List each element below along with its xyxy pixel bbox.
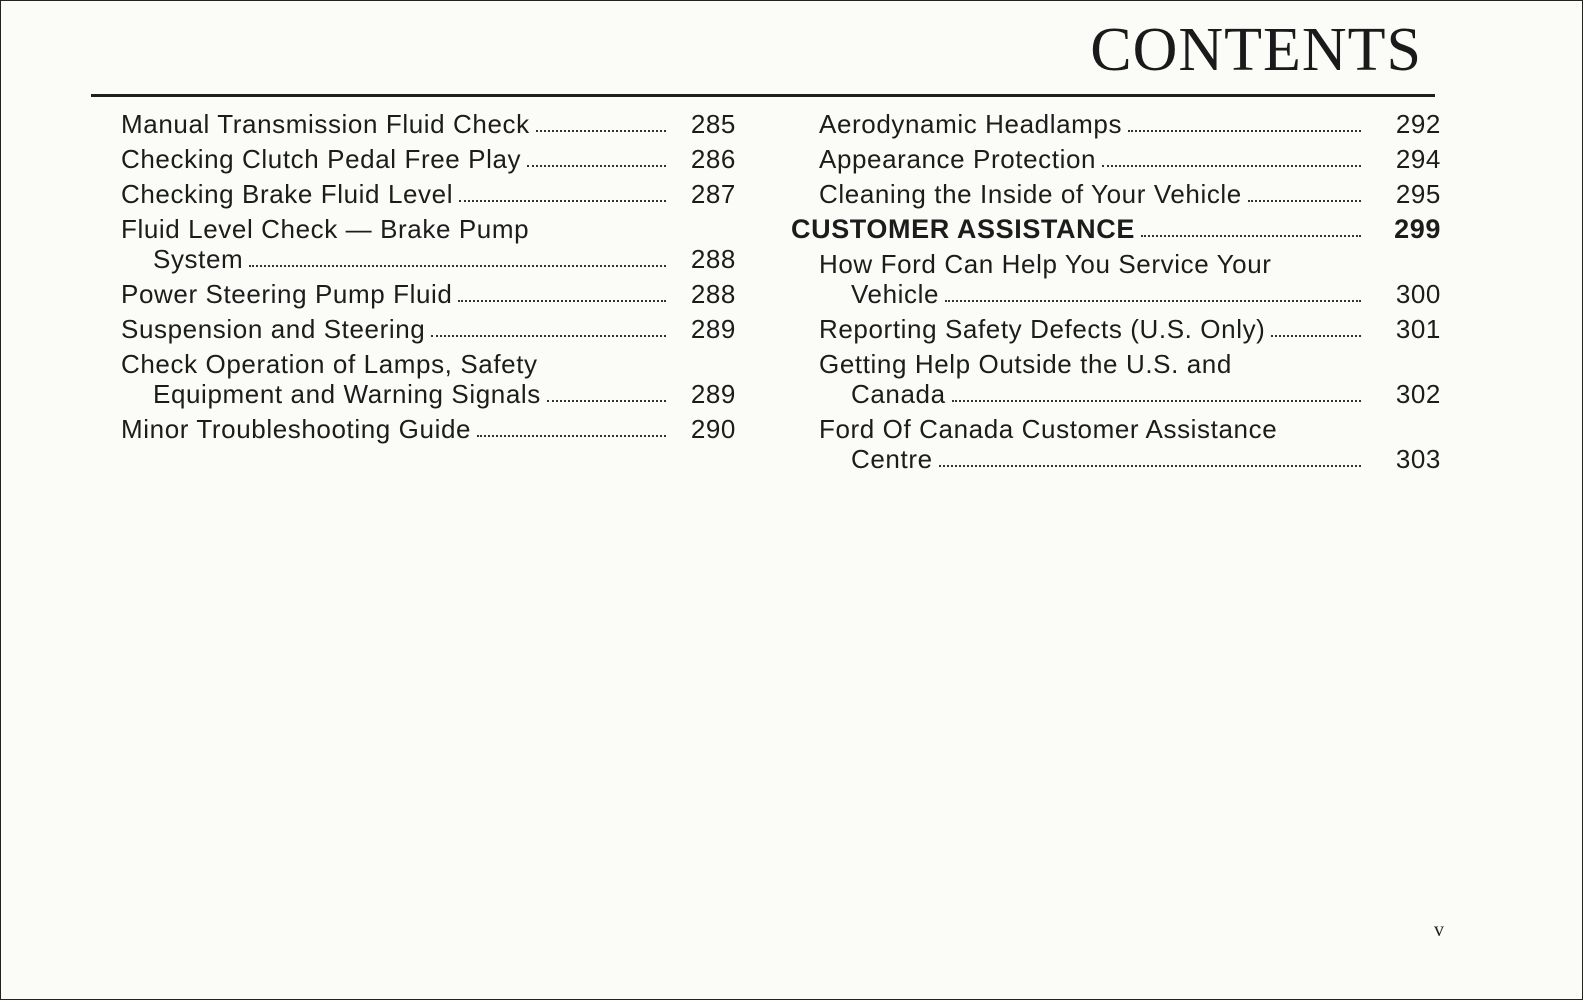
toc-entry-page: 300 xyxy=(1395,279,1441,309)
toc-entry xyxy=(791,109,1441,139)
dot-leader xyxy=(536,130,666,132)
toc-entry-title-cont: Centre xyxy=(851,444,933,474)
dot-leader xyxy=(459,200,666,202)
dot-leader xyxy=(1141,235,1361,237)
toc-entry-page: 289 xyxy=(690,379,736,409)
toc-entry xyxy=(791,144,1441,174)
dot-leader xyxy=(1102,165,1361,167)
toc-entry-page: 299 xyxy=(1394,214,1441,244)
toc-entry-title: Aerodynamic Headlamps xyxy=(819,109,1123,139)
toc-entry xyxy=(791,414,1441,474)
toc-entry-page: 292 xyxy=(1395,109,1441,139)
toc-entry-title-cont: Vehicle xyxy=(851,279,940,309)
toc-entry-title: Fluid Level Check — Brake Pump xyxy=(121,214,530,244)
toc-entry-continuation xyxy=(819,279,1441,309)
toc-entry-page: 288 xyxy=(690,244,736,274)
toc-entry-title: Checking Clutch Pedal Free Play xyxy=(121,144,522,174)
toc-entry xyxy=(791,314,1441,344)
toc-entry-title: Power Steering Pump Fluid xyxy=(121,279,453,309)
toc-entry xyxy=(121,314,736,344)
toc-entry-page: 289 xyxy=(690,314,736,344)
right-column xyxy=(791,109,1441,479)
toc-entry-title-cont: System xyxy=(153,244,244,274)
dot-leader xyxy=(1128,130,1361,132)
toc-entry-title: Check Operation of Lamps, Safety xyxy=(121,349,538,379)
toc-entry-page: 290 xyxy=(690,414,736,444)
left-column xyxy=(121,109,736,449)
toc-entry-page: 286 xyxy=(690,144,736,174)
toc-entry-title: Getting Help Outside the U.S. and xyxy=(819,349,1232,379)
dot-leader xyxy=(939,465,1361,467)
page-number: v xyxy=(1434,919,1444,941)
toc-entry-continuation xyxy=(819,379,1441,409)
dot-leader xyxy=(249,265,666,267)
dot-leader xyxy=(945,300,1361,302)
toc-entry xyxy=(791,349,1441,409)
toc-entry xyxy=(121,414,736,444)
dot-leader xyxy=(477,435,666,437)
dot-leader xyxy=(547,400,666,402)
toc-entry xyxy=(121,144,736,174)
dot-leader xyxy=(952,400,1361,402)
page-title: CONTENTS xyxy=(1090,16,1422,84)
toc-entry-title: Ford Of Canada Customer Assistance xyxy=(819,414,1278,444)
dot-leader xyxy=(1248,200,1361,202)
toc-entry xyxy=(121,279,736,309)
toc-entry xyxy=(121,214,736,274)
dot-leader xyxy=(527,165,666,167)
toc-entry-title-cont: Canada xyxy=(851,379,946,409)
toc-entry-title-cont: Equipment and Warning Signals xyxy=(153,379,541,409)
toc-entry-title: Reporting Safety Defects (U.S. Only) xyxy=(819,314,1266,344)
toc-entry xyxy=(791,179,1441,209)
toc-entry-title: How Ford Can Help You Service Your xyxy=(819,249,1272,279)
toc-entry xyxy=(121,349,736,409)
toc-entry-page: 285 xyxy=(690,109,736,139)
toc-entry-title: Checking Brake Fluid Level xyxy=(121,179,454,209)
toc-entry-page: 288 xyxy=(690,279,736,309)
toc-section-heading xyxy=(791,214,1441,244)
toc-entry-title: Cleaning the Inside of Your Vehicle xyxy=(819,179,1242,209)
toc-entry xyxy=(121,109,736,139)
toc-entry-page: 295 xyxy=(1395,179,1441,209)
toc-entry-continuation xyxy=(121,379,736,409)
dot-leader xyxy=(1271,335,1361,337)
toc-entry-title: Minor Troubleshooting Guide xyxy=(121,414,472,444)
toc-entry-page: 303 xyxy=(1395,444,1441,474)
toc-entry xyxy=(791,249,1441,309)
dot-leader xyxy=(458,300,666,302)
toc-entry-title: Appearance Protection xyxy=(819,144,1097,174)
toc-entry-continuation xyxy=(819,444,1441,474)
toc-entry-continuation xyxy=(121,244,736,274)
toc-entry-title: Suspension and Steering xyxy=(121,314,426,344)
toc-entry-page: 302 xyxy=(1395,379,1441,409)
section-title: CUSTOMER ASSISTANCE xyxy=(791,214,1135,244)
toc-entry-title: Manual Transmission Fluid Check xyxy=(121,109,530,139)
toc-entry-page: 301 xyxy=(1395,314,1441,344)
title-rule xyxy=(91,94,1435,97)
toc-entry-page: 287 xyxy=(690,179,736,209)
dot-leader xyxy=(431,335,666,337)
toc-entry-page: 294 xyxy=(1395,144,1441,174)
toc-entry xyxy=(121,179,736,209)
